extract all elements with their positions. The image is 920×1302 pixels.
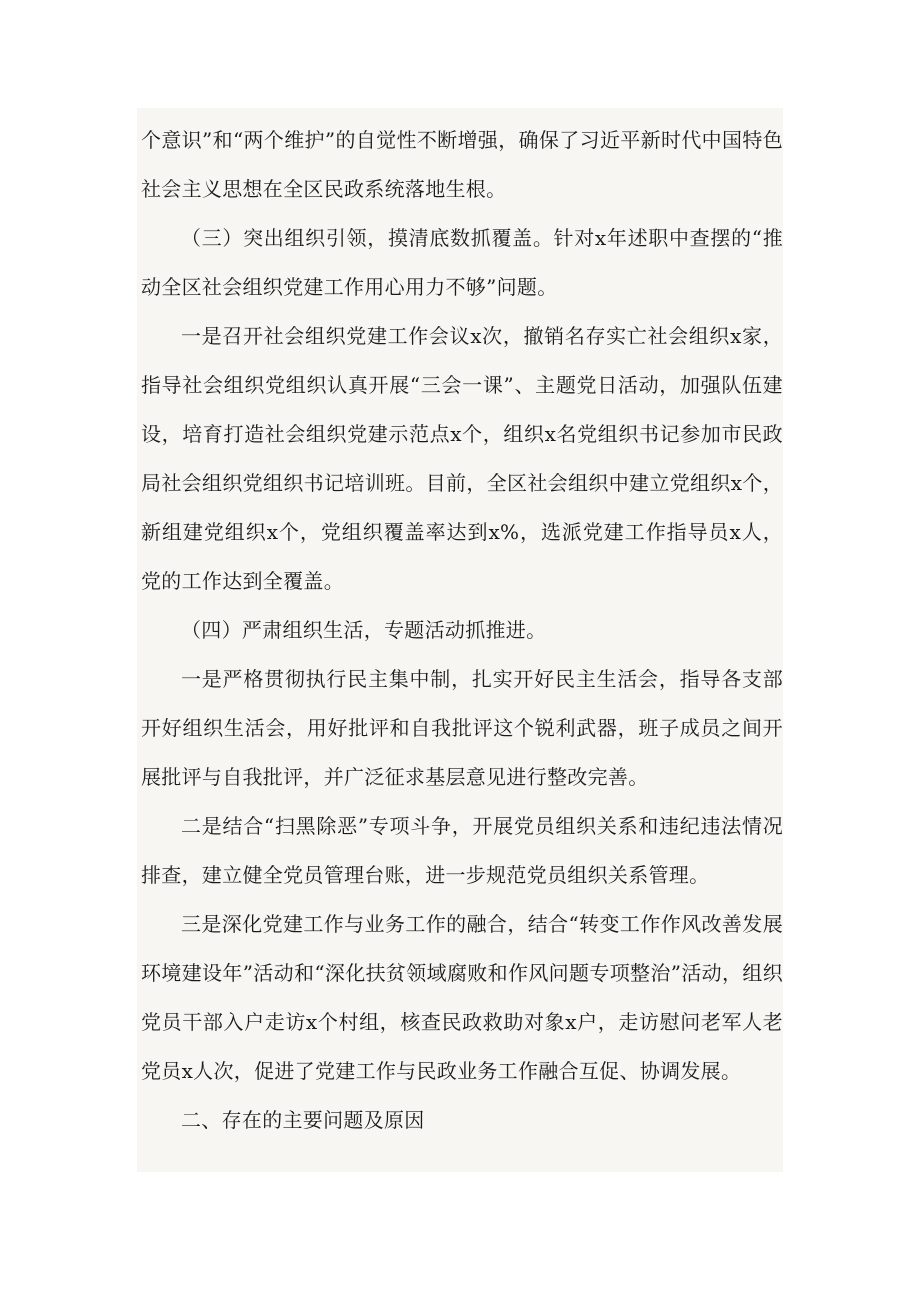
paragraph-item-one-b: 一是严格贯彻执行民主集中制，扎实开好民主生活会，指导各支部开好组织生活会，用好批评和自我批评这个锐利武器，班子成员之间开展批评与自我批评，并广泛征求基层意见进行整改完善。 bbox=[141, 667, 783, 789]
paragraph-item-one: 一是召开社会组织党建工作会议x次，撤销名存实亡社会组织x家，指导社会组织党组织认真开展“三会一课”、主题党日活动，加强队伍建设，培育打造社会组织党建示范点x个，组织x名党组织书记参加市民政局社会组织党组织书记培训班。目前，全区社会组织中建立党组织x个，新组建党组织x个，党组织覆盖率达到x%，选派党建工作指导员x人，党的工作达到全覆盖。 bbox=[141, 324, 783, 593]
section-heading-three: （三）突出组织引领，摸清底数抓覆盖。针对x年述职中查摆的“推动全区社会组织党建工作用心用力不够”问题。 bbox=[141, 226, 783, 299]
paragraph-item-three: 三是深化党建工作与业务工作的融合，结合“转变工作作风改善发展环境建设年”活动和“深化扶贫领域腐败和作风问题专项整治”活动，组织党员干部入户走访x个村组，核查民政救助对象x户，走访慰问老军人老党员x人次，促进了党建工作与民政业务工作融合互促、协调发展。 bbox=[141, 912, 783, 1083]
section-heading-four: （四）严肃组织生活，专题活动抓推进。 bbox=[181, 618, 547, 642]
paragraph-item-two: 二是结合“扫黑除恶”专项斗争，开展党员组织关系和违纪违法情况排查，建立健全党员管理台账，进一步规范党员组织关系管理。 bbox=[141, 814, 783, 887]
paragraph-continuation: 个意识”和“两个维护”的自觉性不断增强，确保了习近平新时代中国特色社会主义思想在全区民政系统落地生根。 bbox=[141, 128, 783, 201]
document-body bbox=[141, 116, 783, 1145]
section-heading-two: 二、存在的主要问题及原因 bbox=[181, 1108, 425, 1132]
